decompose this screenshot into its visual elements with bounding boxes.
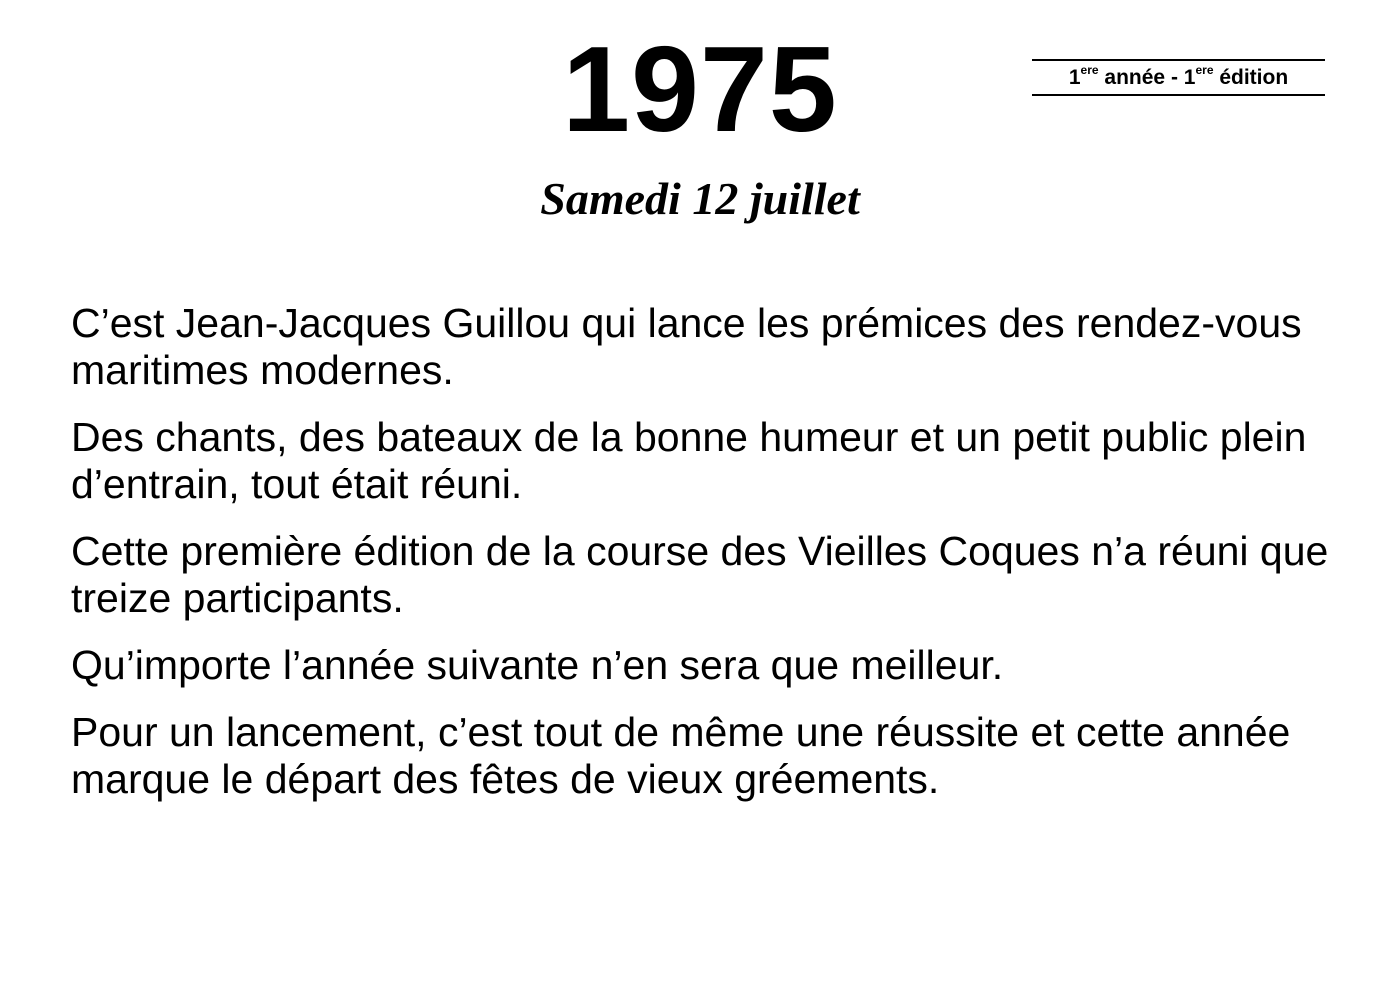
edition-number-suffix: ere	[1195, 63, 1214, 77]
event-date: Samedi 12 juillet	[540, 173, 860, 224]
paragraph: Qu’importe l’année suivante n’en sera que meilleur.	[71, 642, 1004, 688]
edition-label	[1032, 59, 1325, 96]
paragraph: Pour un lancement, c’est tout de même une réussite et cette année marque le départ des fêtes de vieux gréements.	[71, 709, 1291, 802]
edition-year-number: 1	[1068, 66, 1081, 89]
year-title: 1975	[562, 21, 838, 157]
edition-year-suffix: ere	[1080, 63, 1099, 77]
edition-year-word: année	[1104, 66, 1166, 89]
edition-word: édition	[1219, 66, 1289, 89]
paragraph: C’est Jean-Jacques Guillou qui lance les prémices des rendez-vous maritimes modernes.	[71, 300, 1302, 393]
edition-number: 1	[1183, 66, 1196, 89]
edition-separator: -	[1170, 66, 1178, 89]
body-text	[71, 300, 1331, 823]
paragraph: Des chants, des bateaux de la bonne humeur et un petit public plein d’entrain, tout était réuni.	[71, 414, 1307, 507]
paragraph: Cette première édition de la course des Vieilles Coques n’a réuni que treize participants.	[71, 528, 1329, 621]
